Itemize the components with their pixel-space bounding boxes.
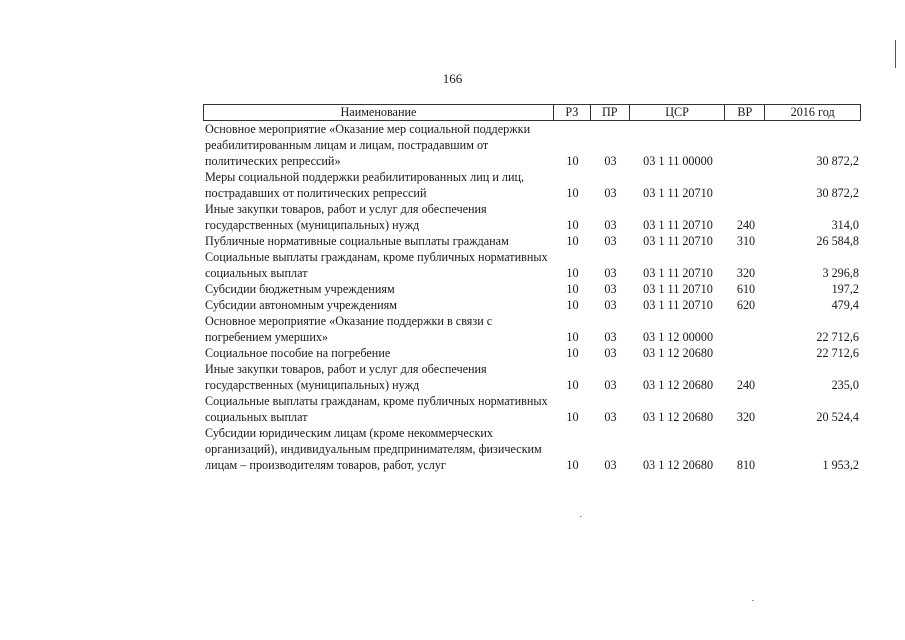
cell-pr: 03 — [604, 346, 617, 360]
header-pr: ПР — [591, 105, 630, 120]
cell-rz: 10 — [566, 346, 579, 360]
cell-pr: 03 — [604, 154, 617, 168]
cell-vr: 240 — [736, 218, 756, 232]
cell-pr: 03 — [604, 186, 617, 200]
header-rz: РЗ — [554, 105, 591, 120]
cell-rz: 10 — [566, 458, 579, 472]
cell-name: Меры социальной поддержки реабилитированных лиц и лиц, пострадавших от политических репрессий — [205, 170, 525, 200]
cell-csr: 03 1 11 20710 — [643, 282, 713, 296]
cell-rz: 10 — [566, 266, 579, 280]
scan-speck — [752, 600, 754, 601]
table-row — [203, 297, 861, 313]
cell-csr: 03 1 12 00000 — [642, 330, 714, 344]
table-row — [203, 425, 861, 473]
cell-vr: 320 — [736, 266, 756, 280]
page-number: 166 — [442, 71, 463, 86]
cell-amount: 479,4 — [831, 298, 859, 312]
cell-amount: 30 872,2 — [816, 186, 859, 200]
cell-name: Социальные выплаты гражданам, кроме публичных нормативных социальных выплат — [205, 394, 548, 424]
cell-vr: 620 — [736, 298, 756, 312]
cell-name: Основное мероприятие «Оказание поддержки в связи с погребением умерших» — [205, 314, 493, 344]
cell-csr: 03 1 12 20680 — [642, 346, 714, 360]
table-row — [203, 249, 861, 281]
cell-csr: 03 1 12 20680 — [642, 378, 714, 392]
cell-amount: 30 872,2 — [816, 154, 859, 168]
cell-pr: 03 — [604, 378, 617, 392]
table-header — [203, 104, 861, 121]
table-row — [203, 121, 861, 169]
scan-speck — [580, 516, 582, 517]
cell-name: Субсидии юридическим лицам (кроме некоммерческих организаций), индивидуальным предпринимателям, физическим лицам – производителям товаров, работ, услуг — [205, 426, 542, 472]
header-vr: ВР — [725, 105, 765, 120]
cell-rz: 10 — [566, 234, 579, 248]
budget-table — [203, 104, 861, 473]
cell-rz: 10 — [566, 298, 579, 312]
cell-pr: 03 — [604, 266, 617, 280]
cell-pr: 03 — [604, 410, 617, 424]
header-year: 2016 год — [790, 105, 835, 119]
table-row — [203, 201, 861, 233]
cell-amount: 22 712,6 — [816, 330, 859, 344]
table-body — [203, 121, 861, 473]
cell-name: Социальные выплаты гражданам, кроме публичных нормативных социальных выплат — [205, 250, 548, 280]
page-edge-mark — [895, 40, 896, 68]
cell-pr: 03 — [604, 282, 617, 296]
table-row — [203, 169, 861, 201]
cell-pr: 03 — [604, 330, 617, 344]
cell-name: Иные закупки товаров, работ и услуг для обеспечения государственных (муниципальных) нужд — [205, 202, 487, 232]
cell-pr: 03 — [604, 298, 617, 312]
cell-pr: 03 — [604, 234, 617, 248]
header-csr: ЦСР — [630, 105, 726, 120]
cell-pr: 03 — [604, 458, 617, 472]
cell-amount: 197,2 — [831, 282, 859, 296]
cell-vr: 810 — [736, 458, 756, 472]
cell-rz: 10 — [566, 330, 579, 344]
cell-rz: 10 — [566, 378, 579, 392]
cell-name: Социальное пособие на погребение — [205, 346, 391, 360]
cell-amount: 235,0 — [831, 378, 859, 392]
table-row — [203, 233, 861, 249]
cell-vr: 240 — [736, 378, 756, 392]
cell-csr: 03 1 11 20710 — [643, 298, 713, 312]
cell-rz: 10 — [566, 154, 579, 168]
table-row — [203, 313, 861, 345]
cell-amount: 1 953,2 — [822, 458, 859, 472]
cell-rz: 10 — [566, 186, 579, 200]
cell-name: Основное мероприятие «Оказание мер социальной поддержки реабилитированным лицам и лицам, пострадавшим от политических репрессий» — [205, 122, 531, 168]
table-row — [203, 281, 861, 297]
cell-rz: 10 — [566, 282, 579, 296]
cell-pr: 03 — [604, 218, 617, 232]
cell-csr: 03 1 11 20710 — [643, 234, 713, 248]
cell-vr: 310 — [736, 234, 756, 248]
cell-csr: 03 1 11 00000 — [643, 154, 713, 168]
cell-rz: 10 — [566, 218, 579, 232]
table-row — [203, 393, 861, 425]
cell-csr: 03 1 11 20710 — [643, 218, 713, 232]
table-row — [203, 361, 861, 393]
cell-csr: 03 1 12 20680 — [642, 458, 714, 472]
cell-csr: 03 1 11 20710 — [643, 266, 713, 280]
cell-vr: 610 — [736, 282, 756, 296]
cell-vr: 320 — [736, 410, 756, 424]
cell-csr: 03 1 12 20680 — [642, 410, 714, 424]
header-name: Наименование — [204, 105, 554, 120]
cell-csr: 03 1 11 20710 — [643, 186, 713, 200]
cell-amount: 22 712,6 — [816, 346, 859, 360]
cell-amount: 3 296,8 — [822, 266, 859, 280]
cell-name: Иные закупки товаров, работ и услуг для обеспечения государственных (муниципальных) нужд — [205, 362, 487, 392]
cell-name: Публичные нормативные социальные выплаты гражданам — [205, 234, 509, 248]
cell-amount: 20 524,4 — [816, 410, 859, 424]
cell-amount: 314,0 — [831, 218, 859, 232]
cell-name: Субсидии автономным учреждениям — [205, 298, 397, 312]
cell-rz: 10 — [566, 410, 579, 424]
cell-amount: 26 584,8 — [816, 234, 859, 248]
table-row — [203, 345, 861, 361]
cell-name: Субсидии бюджетным учреждениям — [205, 282, 395, 296]
